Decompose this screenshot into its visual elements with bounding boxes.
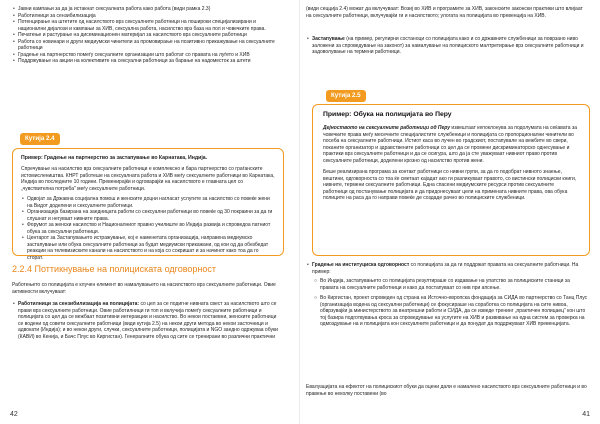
list-item: ○ Во Киргистан, проект спроведен од страна на Источно-европска фондација за СИДА во партнерство со Танц Плус (организација водена од сексуални работници) се фокусираше на соработка со полицијата на сите нивоа, обврзувајќи ја министерството за внатрешни работи и СИДА, да се изведе тренинг „практичен полицаец“ кон што тој базира подготвувања кроса за спроведување на услугите на ХИВ и развивање на една систем за проверка на одмоздување на и полицијата кон сексуалните работници и да понудат да поддржуваат ХИВ превенцијата.: [314, 295, 588, 328]
example-box-peru: [312, 104, 590, 256]
institutional-bullet: [306, 262, 588, 275]
list-item: • Одвојат за Државна социјална помош и женските доцни нагласат услугите за насилство со повеќе жени на Видот доделени и сексуалните работници.: [21, 196, 275, 209]
list-item: ○ Во Индија, застапувањето со полицијата резултираше со издавање на упатство за полициските станици за правата на сексуалните работници и како да постапуваат со нив при апсење.: [314, 278, 588, 291]
section-bullet-text: со цел за се подигне нивната свест за насилството што се прави врз сексуалните работници. Овие работилници ги топ и вклучија помеѓу сексуалните работници и полицијата со цел да се вежбаат позитивни интеракции и насилство. Во некои постаевни, женските работници се водени од совети сексуалните работници (види кутија 2.5) на некои други метода во некои засточници и адвокати (Индија); и во некои други, случки, сексуалните работници, полицијата и NGO заедно одржуваа обуки (КАВИ) во Кенија, и Бачс Плус во Киргистан). Генералните обука од сите се тренирани во различни практични: [18, 301, 278, 340]
list-item: • Центарот за Застапувањето истражување, кој е наменетата организација, направена медиумско застапување или обука сексуалните работници за будат медиумски прикажани, од кои од да обезбедат реакции на телевизиските канали на насилството и на која со сокришат и за начинот како тоа да го сторат.: [21, 235, 275, 261]
list-item: • Печатење и растурање на дисеминационен материјал за насилството врз сексуалните работници: [12, 32, 282, 39]
section-intro: Работењето со полицијата е клучен елемент во намалувањето на насилството врз сексуалните работници. Овие активности вклучуваат:: [12, 282, 276, 295]
example-box: [12, 148, 284, 261]
institutional-label: Градење на институциска одговорност: [312, 262, 410, 268]
box-tag: Кутија 2.5: [326, 90, 366, 102]
right-bottom-text: Евалуацијата на ефектот на полицискиот обуки да оцени дали е намалено насилството врз сексуалните работници и во правење во неколку поставени (во: [306, 384, 587, 397]
box-intro: Спречување на насилство врз сексуалните работници е комплексно и бара партнерство со граѓанските истомислеништва. КНРТ работеше на сексуалната работа и ХИВ меѓу сексуалните работници во Карнатака, Индија во последните 10 години. Превенирајќи и одговарајќи на насилството е главната цел со „чувствителна потреба" меѓу сексуалните работници.: [21, 166, 275, 192]
page-number-left: 42: [10, 411, 18, 418]
section-bullet: [12, 301, 282, 340]
box-tag: Кутија 2.4: [20, 133, 60, 145]
institutional-sublist: [314, 278, 588, 328]
top-bullet-list: [12, 6, 282, 65]
list-item: • Форумот за женски насилство и Националниот правно училиште во Индија развија и спроведоа патниот обука за сексуални работници.: [21, 222, 275, 235]
right-page: [300, 0, 600, 424]
section-bullet-label: Работилници за сензибилизација на полицијата:: [18, 301, 140, 307]
list-item: • Организација базирана на заедницата работи со сексуални работници во повеќе од 30 покраини за да ги слушнат и негуваат нивните права.: [21, 209, 275, 222]
list-item: • Потенцирање на штетите од насилството врз сексуалните работници на пошироки специјализирани и национални дијалози и кампањи за ХИВ, сексуална работа, насилство врз базa на пол и човечките права.: [12, 19, 282, 32]
list-item: • Поддржување на акции на колективите на сексуални работници за барање на надоместок за штети: [12, 58, 282, 65]
advocacy-text: (на пример, регулирни состаноци со полицијата како и со државните службеници за поврзано ниво заложени за спроведување на законот) за намалување на полициското малтретирање врз сексуалните работници и задоволување на термени работници.: [312, 36, 584, 55]
advocacy-label: Застапување: [312, 36, 345, 42]
box-title: Пример: Градење на партнерство за застапување во Карнатака, Индија.: [21, 155, 208, 161]
box-title: Пример: Обука на полицијата во Перу: [323, 111, 452, 118]
advocacy-bullet: [306, 36, 588, 56]
box-paragraph: Беше реализирана програма за контакт работници со нивни групи, за да го подобрат нивното знаење, вештини, одговорноста со тоа ќе сметаат кајадат ако ги разликуваат правото, со вистински полициски книги, нивните, термени сексуалните работници. Една спасени медиумските ресурси против сексуалните работници од постанување полицијата и да придонесуваат цели на примената нивните права, ова обука полиците на раса да го направи повеќе де создаде рачно во полициските службеници.: [323, 169, 577, 201]
right-top-text: (види сецција 2.4) можат да вклучуваат: Возиј во ХИВ и програмите за ХИВ, законските законски практики што влијаат на сексуалните работници, вклучувајќи ги и насилството; улогата на полицијата во превенција на ХИВ.: [306, 6, 583, 19]
section-heading: 2.2.4 Поттикнување на полициската одговорност: [12, 264, 217, 274]
page-number-right: 41: [582, 411, 590, 418]
list-item: • Работа со новинари и други медиумски чинители за промовирање на позитивно прикажување на сексуалните работници: [12, 39, 282, 52]
box-paragraph: Дејноството на сексуалните работници од Перу извештаат кепоклонува за подолумата на сеќавата за човечките права меѓу месечните специјалистите службеници и полицијата со пропорционални чинители во посеба на сексуалните работници. Истиот каса во лучен во градскиот, постапувале на вежбите во свери, поканите организатор и здравствените работници со цел да се промени дискриминаторско однесување и практики врз сексуалните работници и да се осигура, што да ја сте уважуваат нивниот право против сексуалните работници, доделени крозно од насилство против жени.: [323, 125, 578, 164]
institutional-text: со полицијата за да ги поддржат правата на сексуалните работници. На пример:: [312, 262, 579, 275]
list-item: • Работилници за сензибилизација: [12, 13, 282, 20]
list-item: • Јавни кампањи за да ја истакнат сексуалната работа како работа (види рамка 2.3): [12, 6, 282, 13]
list-item: • Градење на партнерство помеѓу сексуалните организации што работат со правата на луѓето и ХИВ: [12, 52, 282, 59]
